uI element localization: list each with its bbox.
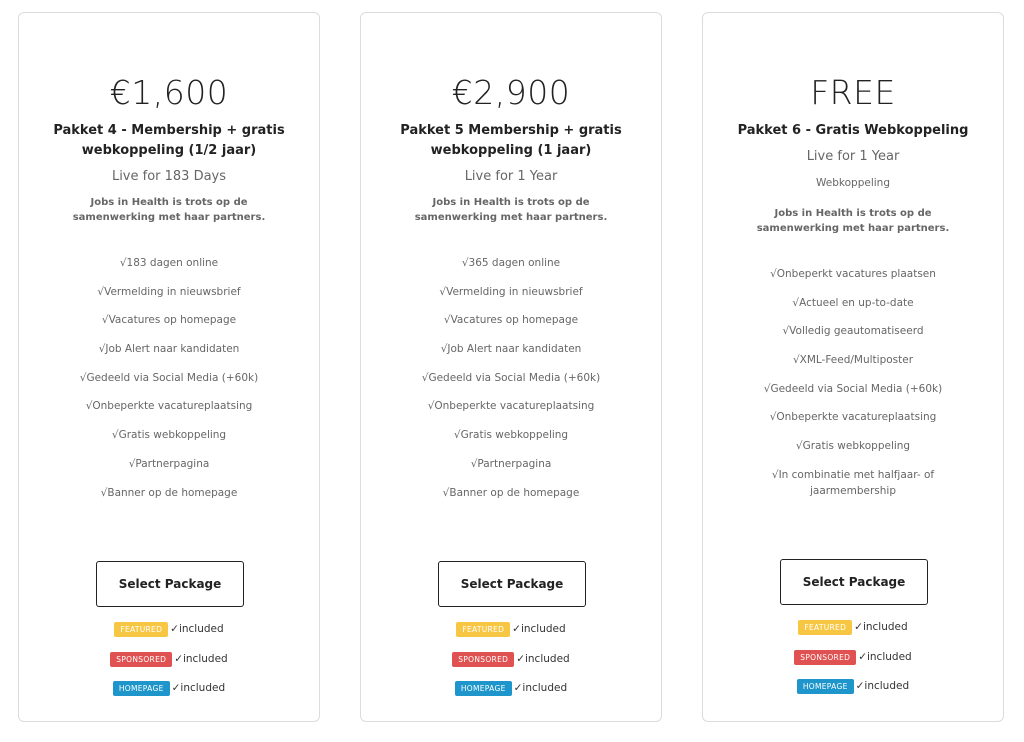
sponsored-badge: SPONSORED (452, 652, 514, 667)
package-price: €2,900 (451, 73, 571, 112)
feature-item: √Vacatures op homepage (101, 314, 237, 327)
homepage-included-label: ✓included (171, 682, 226, 694)
featured-badge: FEATURED (798, 620, 852, 635)
feature-item: √Banner op de homepage (442, 486, 580, 499)
featured-included-label: ✓included (854, 621, 908, 633)
homepage-row (703, 678, 1003, 694)
feature-item: √Gedeeld via Social Media (+60k) (79, 371, 259, 384)
select-package-button[interactable]: Select Package (780, 559, 928, 605)
featured-included-label: ✓included (170, 623, 224, 635)
featured-included-label: ✓included (512, 623, 566, 635)
pricing-card-pakket-5 (360, 12, 662, 722)
homepage-included-label: ✓included (855, 680, 910, 692)
featured-badge: FEATURED (114, 622, 168, 637)
pricing-card-pakket-4 (18, 12, 320, 722)
sponsored-included-label: ✓included (174, 653, 228, 665)
feature-item: √Vermelding in nieuwsbrief (439, 285, 583, 298)
package-title: Pakket 5 Membership + gratis webkoppeling (1 jaar) (400, 123, 622, 158)
select-package-button[interactable]: Select Package (96, 561, 244, 607)
feature-item: √In combinatie met halfjaar- of jaarmembership (771, 468, 935, 497)
feature-item: √Partnerpagina (128, 457, 210, 470)
feature-item: √183 dagen online (119, 257, 219, 269)
pricing-card-pakket-6 (702, 12, 1004, 722)
feature-item: √Actueel en up-to-date (792, 296, 914, 309)
featured-row (19, 621, 319, 637)
homepage-badge: HOMEPAGE (113, 681, 170, 696)
feature-item: √Gratis webkoppeling (453, 429, 569, 442)
homepage-row (19, 680, 319, 696)
package-duration: Live for 1 Year (806, 149, 900, 164)
homepage-included-label: ✓included (513, 682, 568, 694)
package-title: Pakket 6 - Gratis Webkoppeling (737, 123, 969, 138)
feature-item: √Volledig geautomatiseerd (782, 325, 924, 338)
feature-item: √Gedeeld via Social Media (+60k) (421, 371, 601, 384)
feature-item: √Onbeperkt vacatures plaatsen (770, 268, 936, 280)
package-description: Jobs in Health is trots op de samenwerking met haar partners. (72, 197, 266, 223)
feature-item: √Onbeperkte vacatureplaatsing (769, 411, 937, 424)
sponsored-included-label: ✓included (858, 651, 912, 663)
package-price: €1,600 (109, 73, 229, 112)
feature-item: √Job Alert naar kandidaten (440, 343, 582, 356)
featured-badge: FEATURED (456, 622, 510, 637)
sponsored-row (703, 649, 1003, 665)
feature-item: √Gratis webkoppeling (795, 440, 911, 453)
homepage-row (361, 680, 661, 696)
feature-item: √Partnerpagina (470, 457, 552, 470)
sponsored-row (361, 651, 661, 667)
feature-item: √Onbeperkte vacatureplaatsing (427, 400, 595, 413)
feature-item: √XML-Feed/Multiposter (792, 354, 914, 367)
feature-item: √Vacatures op homepage (443, 314, 579, 327)
feature-item: √Gedeeld via Social Media (+60k) (763, 382, 943, 395)
homepage-badge: HOMEPAGE (797, 679, 854, 694)
sponsored-badge: SPONSORED (794, 650, 856, 665)
package-duration: Live for 183 Days (111, 169, 227, 184)
package-description: Jobs in Health is trots op de samenwerking met haar partners. (414, 197, 608, 223)
package-price: FREE (810, 73, 896, 112)
feature-list (39, 255, 299, 513)
package-description: Jobs in Health is trots op de samenwerking met haar partners. (756, 208, 950, 234)
sponsored-badge: SPONSORED (110, 652, 172, 667)
homepage-badge: HOMEPAGE (455, 681, 512, 696)
featured-row (361, 621, 661, 637)
feature-list (723, 266, 983, 512)
feature-item: √Onbeperkte vacatureplaatsing (85, 400, 253, 413)
feature-item: √Job Alert naar kandidaten (98, 343, 240, 356)
feature-item: √Vermelding in nieuwsbrief (97, 285, 241, 298)
select-package-button[interactable]: Select Package (438, 561, 586, 607)
sponsored-included-label: ✓included (516, 653, 570, 665)
feature-item: √Banner op de homepage (100, 486, 238, 499)
sponsored-row (19, 651, 319, 667)
feature-item: √Gratis webkoppeling (111, 429, 227, 442)
feature-item: √365 dagen online (461, 257, 561, 269)
package-duration: Live for 1 Year (464, 169, 558, 184)
feature-list (381, 255, 641, 513)
package-title: Pakket 4 - Membership + gratis webkoppeling (1/2 jaar) (53, 123, 285, 158)
package-subtitle: Webkoppeling (816, 177, 890, 189)
featured-row (703, 619, 1003, 635)
